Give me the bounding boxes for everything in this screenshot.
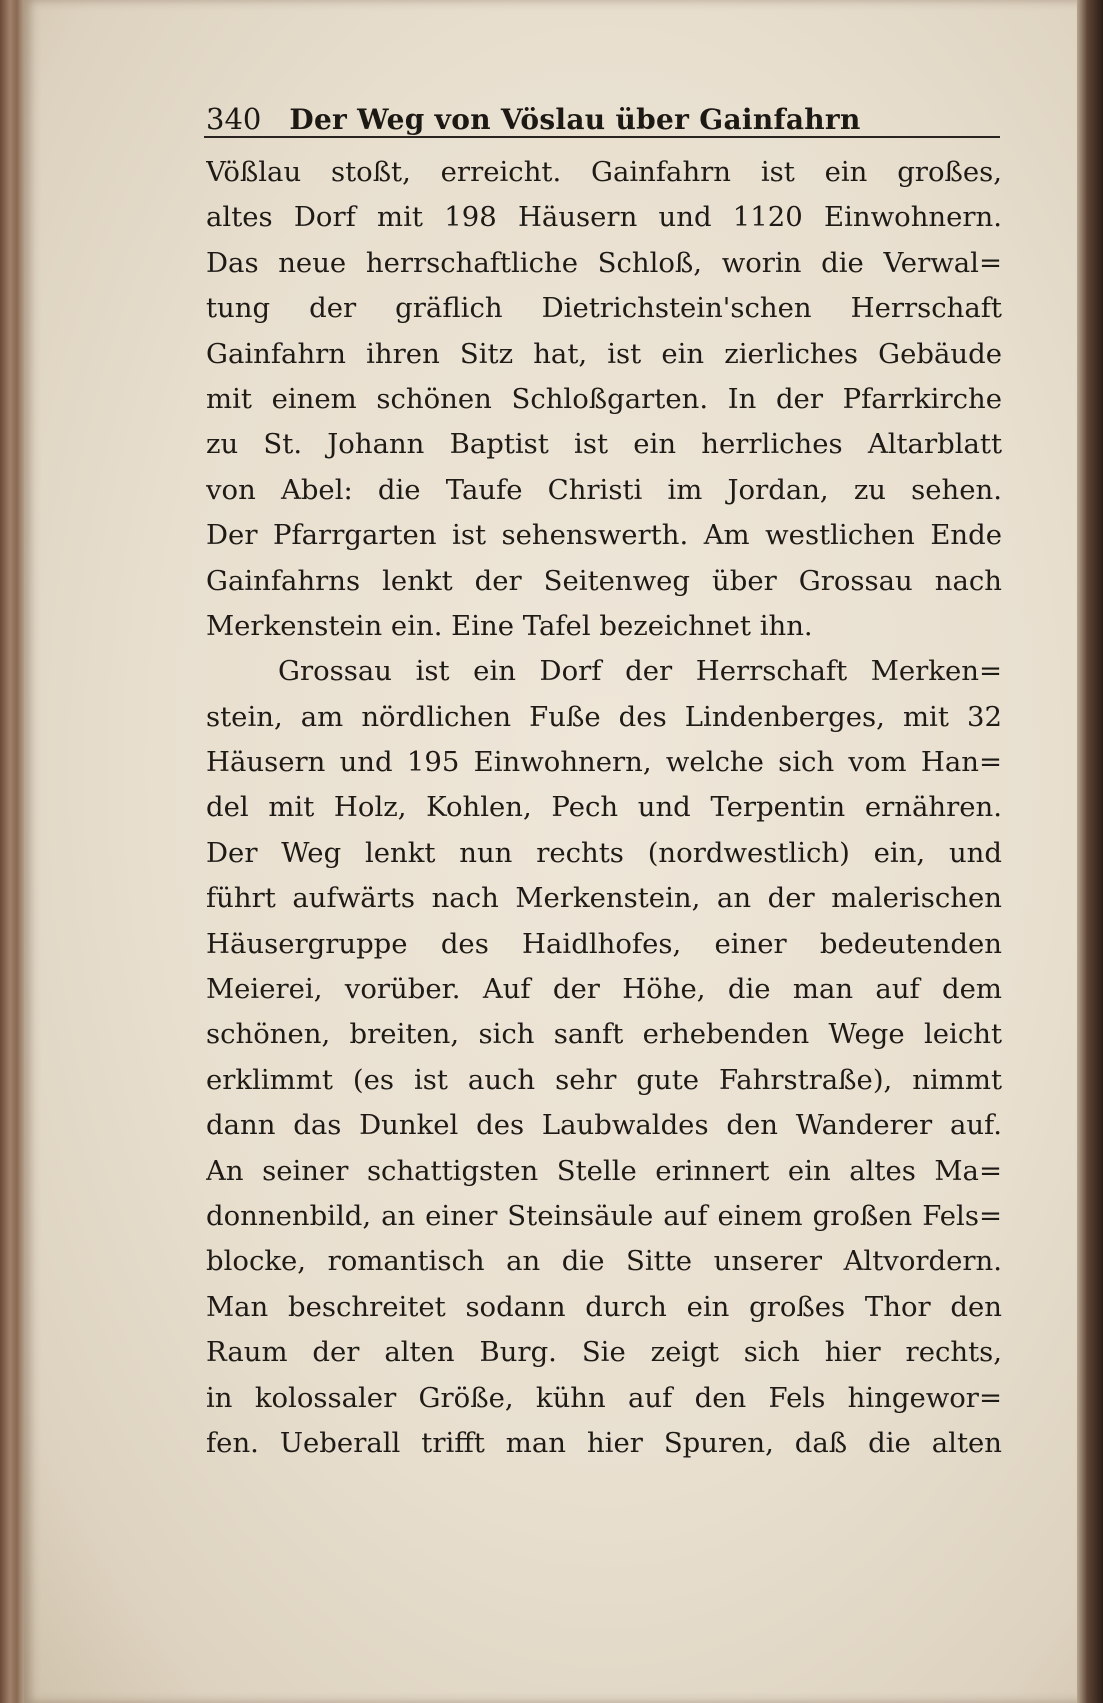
text-line: Das neue herrschaftliche Schloß, worin die Verwal= [206, 246, 1002, 279]
text-line: Grossau ist ein Dorf der Herrschaft Merken= [278, 655, 1002, 688]
text-line: erklimmt (es ist auch sehr gute Fahrstraße), nimmt [206, 1063, 1002, 1096]
header-rule [204, 136, 1000, 138]
text-line: in kolossaler Größe, kühn auf den Fels hingewor= [206, 1381, 1002, 1414]
text-line: blocke, romantisch an die Sitte unserer Altvordern. [206, 1245, 1002, 1278]
text-line: del mit Holz, Kohlen, Pech und Terpentin ernähren. [206, 791, 1002, 824]
text-line: Merkenstein ein. Eine Tafel bezeichnet ihn. [206, 609, 813, 642]
text-line: Gainfahrns lenkt der Seitenweg über Grossau nach [206, 564, 1002, 597]
text-line: fen. Ueberall trifft man hier Spuren, daß die alten [206, 1426, 1002, 1459]
text-line: mit einem schönen Schloßgarten. In der Pfarrkirche [206, 382, 1002, 415]
text-line: Meierei, vorüber. Auf der Höhe, die man auf dem [206, 973, 1002, 1006]
text-line: dann das Dunkel des Laubwaldes den Wanderer auf. [206, 1109, 1002, 1142]
page-number: 340 [206, 102, 262, 136]
text-line: altes Dorf mit 198 Häusern und 1120 Einwohnern. [206, 201, 1002, 234]
page-stack-edge [1077, 0, 1103, 1703]
text-line: Der Weg lenkt nun rechts (nordwestlich) ein, und [206, 836, 1002, 869]
text-line: donnenbild, an einer Steinsäule auf einem großen Fels= [206, 1199, 1002, 1232]
text-line: An seiner schattigsten Stelle erinnert ein altes Ma= [206, 1154, 1002, 1187]
body-text [206, 150, 1002, 1466]
text-line: Gainfahrn ihren Sitz hat, ist ein zierliches Gebäude [206, 337, 1002, 370]
text-line: Häusern und 195 Einwohnern, welche sich vom Han= [206, 746, 1002, 779]
text-line: Raum der alten Burg. Sie zeigt sich hier rechts, [206, 1336, 1002, 1369]
running-head: Der Weg von Vöslau über Gainfahrn [289, 103, 861, 136]
text-line: tung der gräflich Dietrichstein'schen Herrschaft [206, 292, 1002, 325]
text-line: zu St. Johann Baptist ist ein herrliches Altarblatt [206, 428, 1002, 461]
text-line: schönen, breiten, sich sanft erhebenden Wege leicht [206, 1018, 1002, 1051]
text-line: Der Pfarrgarten ist sehenswerth. Am westlichen Ende [206, 519, 1002, 552]
text-line: von Abel: die Taufe Christi im Jordan, zu sehen. [206, 473, 1002, 506]
text-line: Vößlau stoßt, erreicht. Gainfahrn ist ein großes, [206, 156, 1002, 188]
text-line: Häusergruppe des Haidlhofes, einer bedeutenden [206, 927, 1002, 960]
text-line: führt aufwärts nach Merkenstein, an der malerischen [206, 882, 1002, 915]
text-line: stein, am nördlichen Fuße des Lindenberges, mit 32 [206, 700, 1002, 733]
text-line: Man beschreitet sodann durch ein großes Thor den [206, 1290, 1002, 1323]
page-header [206, 96, 1000, 136]
